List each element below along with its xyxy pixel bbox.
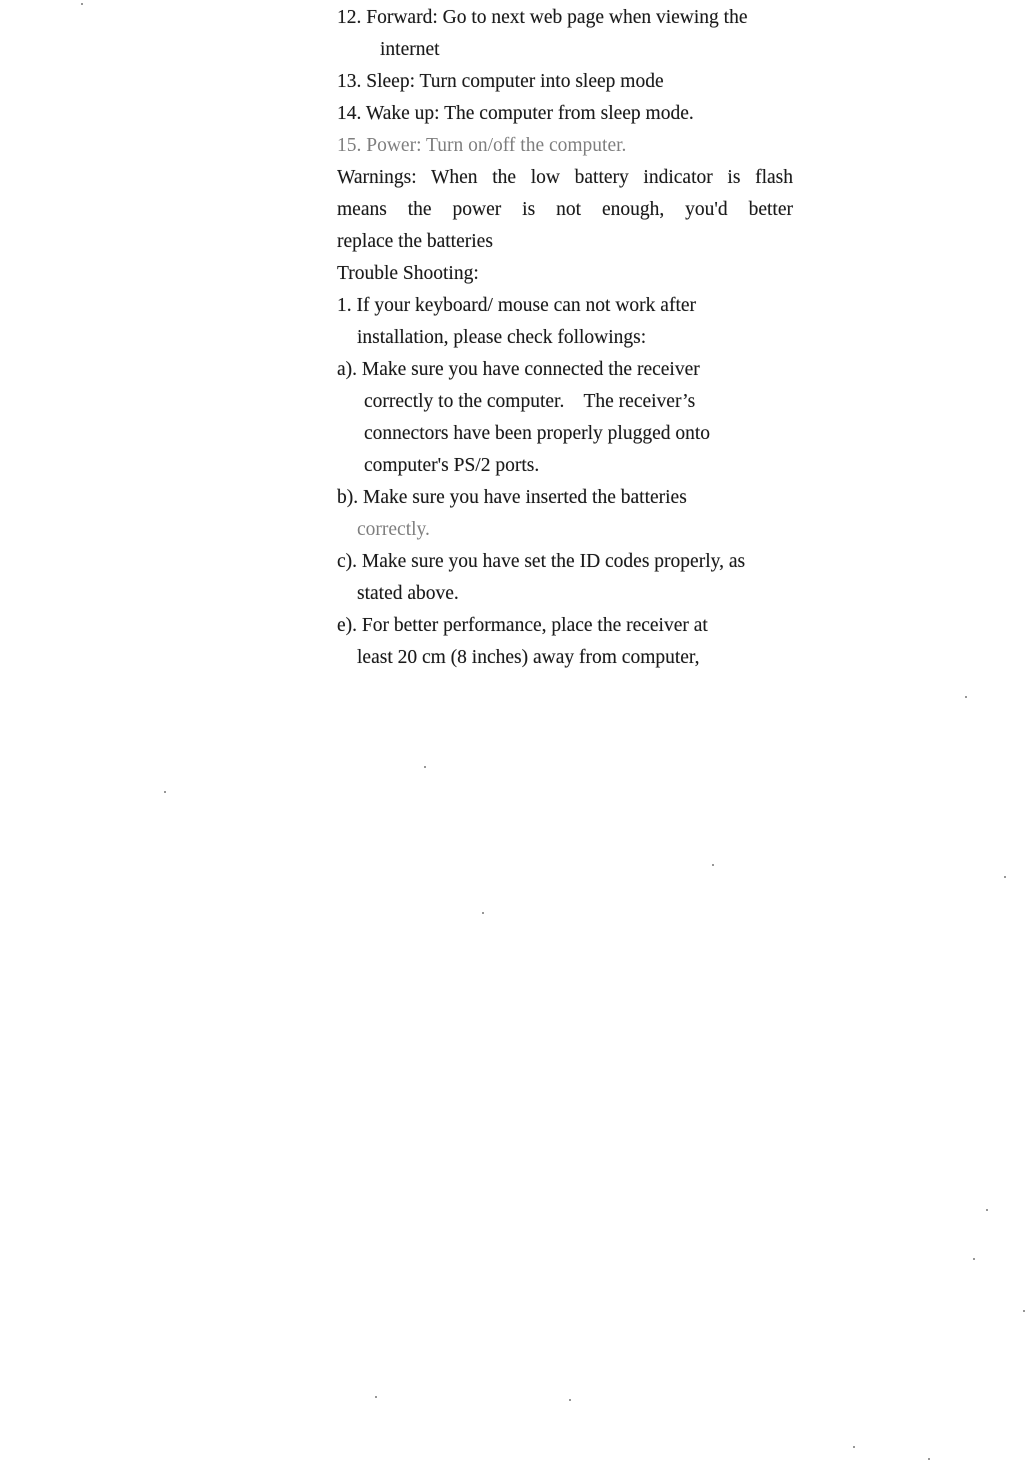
scan-speck	[164, 791, 166, 793]
text-line: connectors have been properly plugged onto	[364, 423, 711, 444]
text-line: replace the batteries	[337, 231, 493, 252]
text-line: least 20 cm (8 inches) away from computer,	[357, 647, 700, 668]
scan-speck	[482, 912, 484, 914]
scan-speck	[424, 766, 426, 768]
scan-speck	[375, 1396, 377, 1398]
scan-speck	[986, 1209, 988, 1211]
text-line: e). For better performance, place the receiver at	[337, 615, 708, 636]
scan-speck	[81, 3, 83, 5]
text-line: 1. If your keyboard/ mouse can not work after	[337, 295, 697, 316]
text-line: Trouble Shooting:	[337, 263, 479, 284]
text-line: computer's PS/2 ports.	[364, 455, 540, 476]
text-line: internet	[380, 39, 440, 60]
text-line: b). Make sure you have inserted the batteries	[337, 487, 687, 508]
scan-speck	[1004, 876, 1006, 878]
text-line: 14. Wake up: The computer from sleep mode.	[337, 103, 694, 124]
text-line: a). Make sure you have connected the receiver	[337, 359, 700, 380]
text-line: 12. Forward: Go to next web page when viewing the	[337, 7, 748, 28]
text-line: means the power is not enough, you'd better	[337, 199, 793, 220]
text-line: correctly.	[357, 519, 430, 540]
document-text	[337, 2, 793, 674]
text-line: Warnings: When the low battery indicator is flash	[337, 167, 793, 188]
text-line: stated above.	[357, 583, 459, 604]
scan-speck	[973, 1258, 975, 1260]
scan-speck	[712, 864, 714, 866]
scan-speck	[853, 1446, 855, 1448]
scan-speck	[569, 1399, 571, 1401]
text-line: installation, please check followings:	[357, 327, 647, 348]
text-line: 13. Sleep: Turn computer into sleep mode	[337, 71, 664, 92]
text-line: c). Make sure you have set the ID codes properly, as	[337, 551, 746, 572]
scan-speck	[965, 696, 967, 698]
text-line: 15. Power: Turn on/off the computer.	[337, 135, 627, 156]
text-line: correctly to the computer. The receiver’s	[364, 391, 696, 412]
